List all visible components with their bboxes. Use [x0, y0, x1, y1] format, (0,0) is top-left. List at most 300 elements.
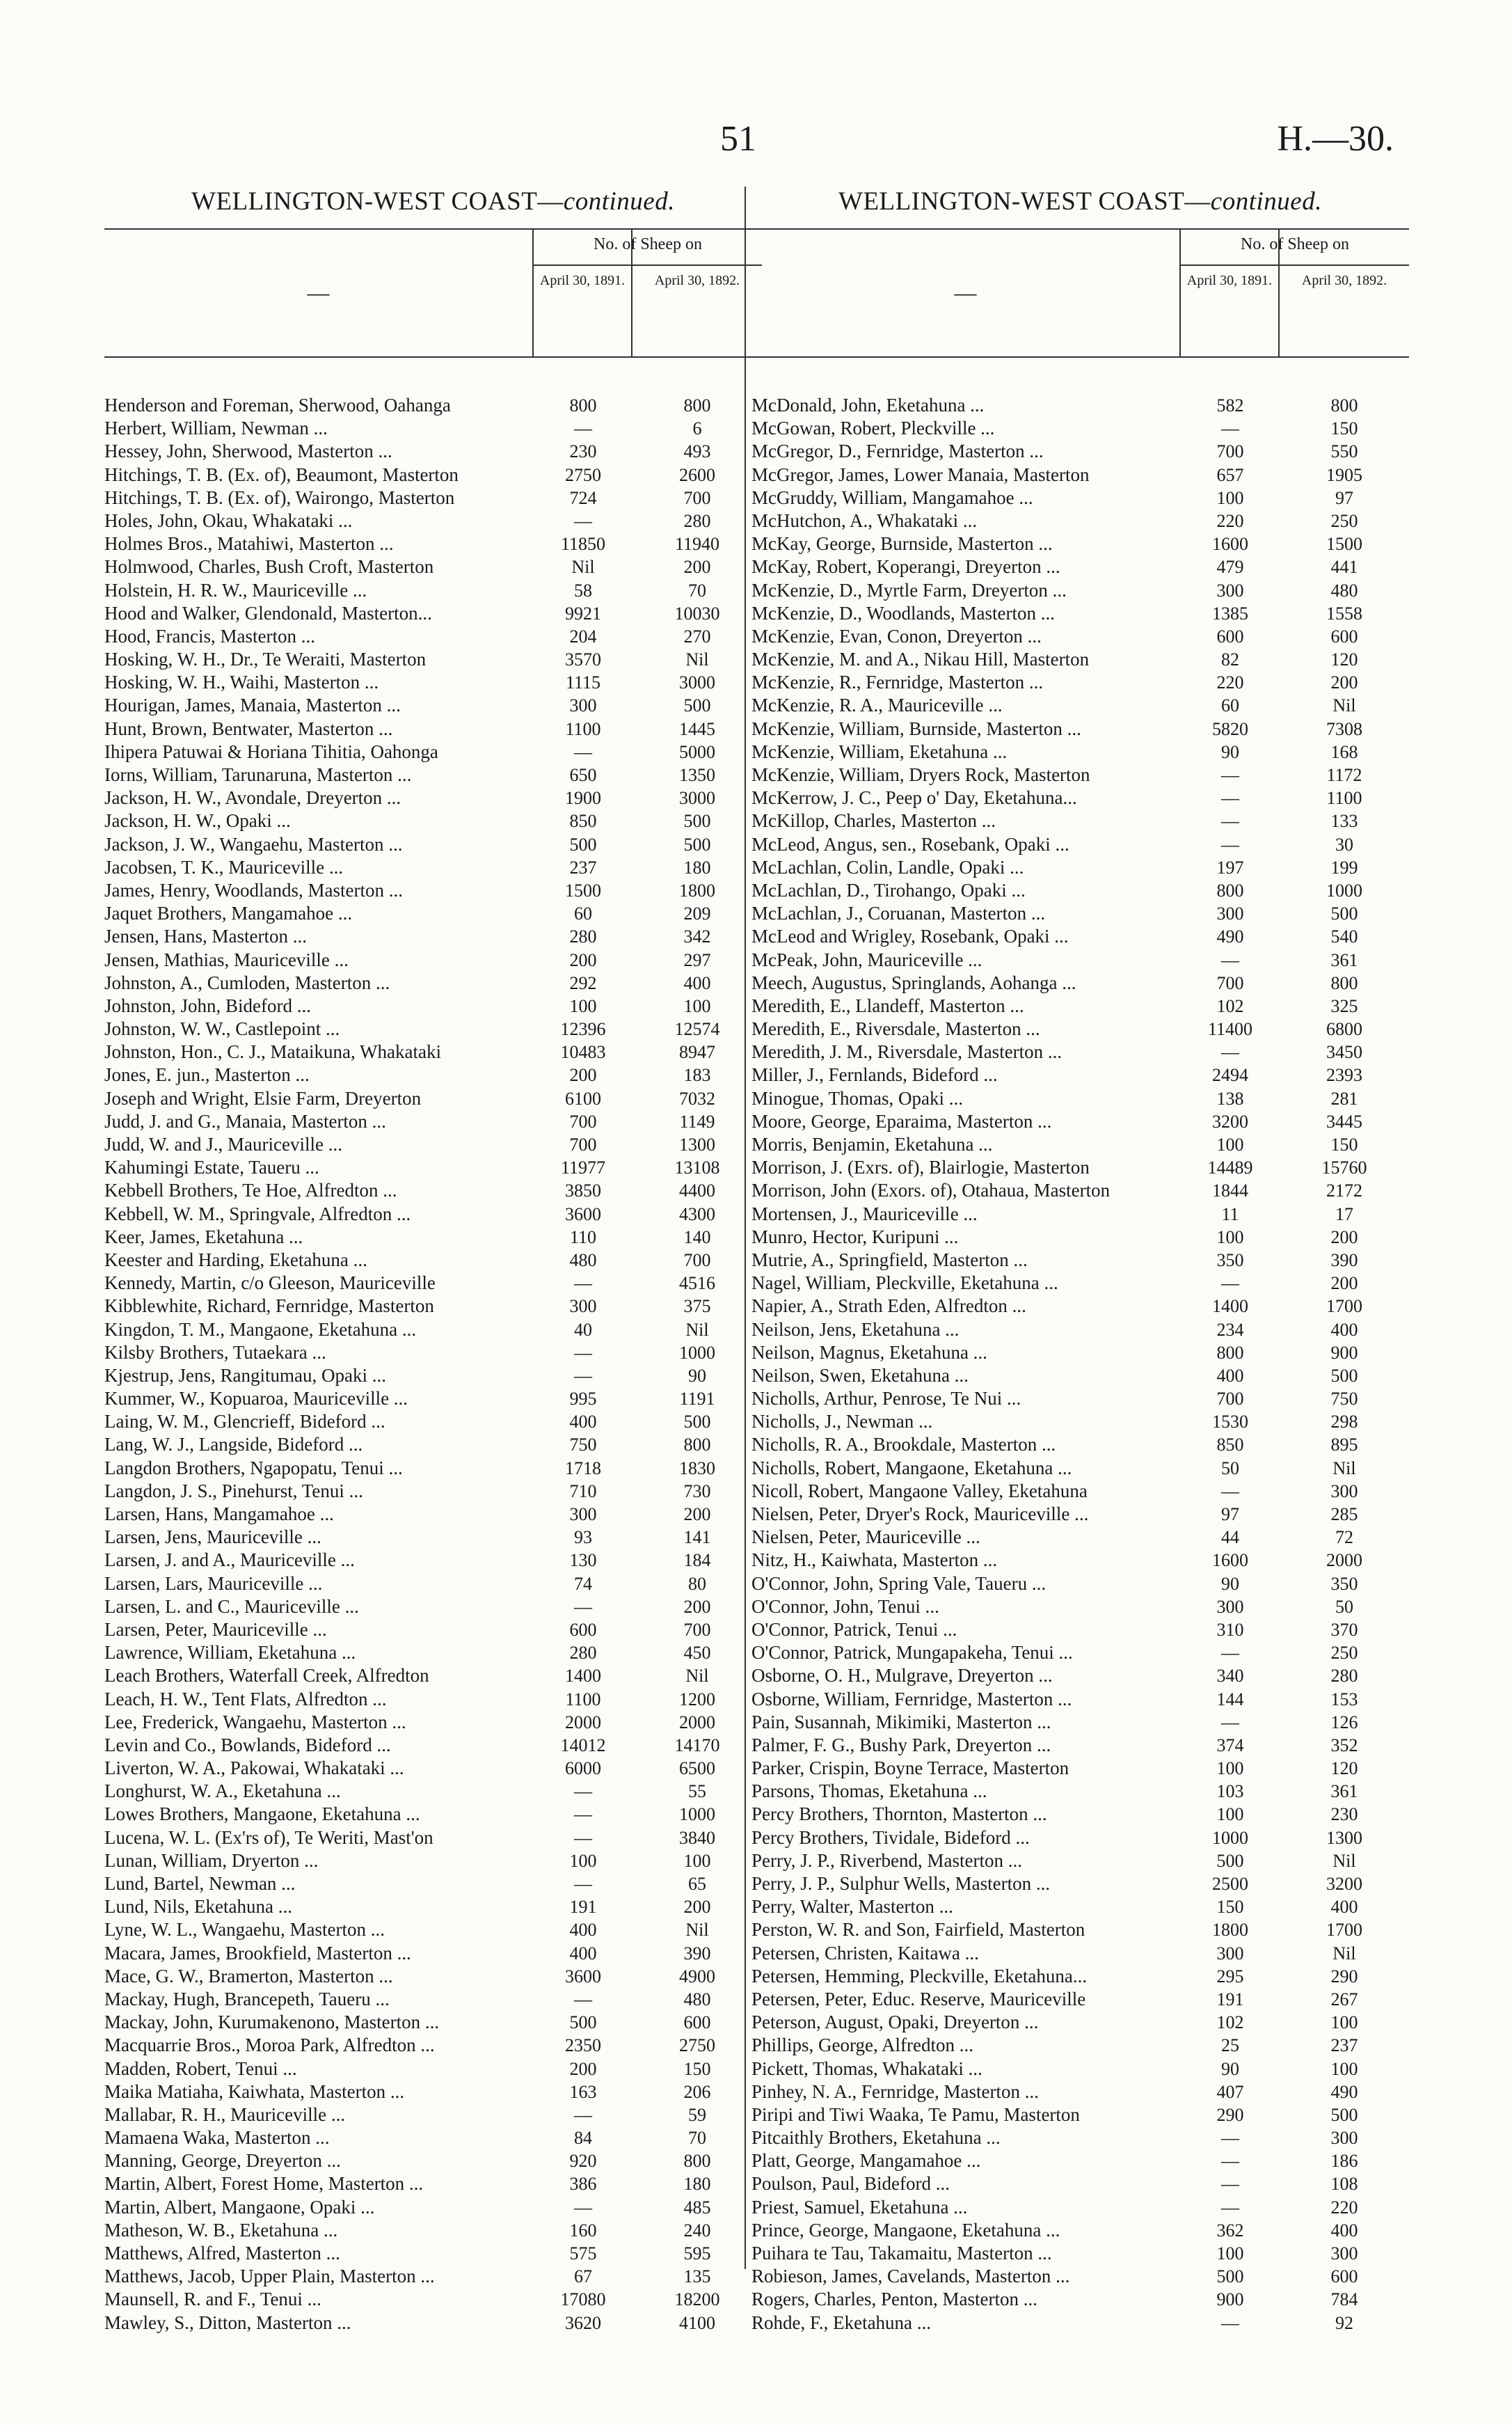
table-row [751, 1457, 1409, 1480]
sheep-1891: 82 [1221, 649, 1239, 670]
sheep-1891: 11400 [1207, 1019, 1253, 1040]
sheep-1891: — [574, 1989, 592, 2009]
sheep-1892: 72 [1335, 1527, 1353, 1548]
sheep-1892: 6500 [679, 1758, 715, 1779]
sheep-1891: — [1221, 2312, 1239, 2333]
table-row [104, 648, 762, 671]
sheep-1892: 750 [1330, 1389, 1358, 1409]
owner-name: Hitchings, T. B. (Ex. of), Beaumont, Masterton [104, 464, 459, 485]
owner-name: Johnston, W. W., Castlepoint ... [104, 1018, 340, 1040]
sheep-1891: 3200 [1212, 1111, 1248, 1132]
sheep-1891: 100 [1216, 487, 1244, 508]
owner-name: Jaquet Brothers, Mangamahoe ... [104, 903, 353, 924]
sheep-1891: 84 [574, 2128, 592, 2149]
owner-name: Nicoll, Robert, Mangaone Valley, Eketahuna [751, 1480, 1088, 1501]
table-row [104, 1318, 762, 1341]
table-row [104, 972, 762, 995]
owner-name: Lyne, W. L., Wangaehu, Masterton ... [104, 1919, 385, 1941]
table-row [751, 949, 1409, 972]
table-row [104, 1249, 762, 1272]
table-row [104, 2080, 762, 2103]
table-row [104, 2265, 762, 2288]
sheep-1891: 11977 [560, 1158, 606, 1178]
owner-name: Neilson, Magnus, Eketahuna ... [751, 1341, 987, 1363]
table-row [104, 579, 762, 602]
sheep-1891: 700 [1216, 972, 1244, 993]
sheep-1891: 100 [1216, 1226, 1244, 1247]
sheep-1892: 150 [683, 2058, 711, 2079]
table-row [104, 1110, 762, 1133]
owner-name: Puihara te Tau, Takamaitu, Masterton ... [751, 2243, 1052, 2264]
sheep-1892: 250 [1330, 510, 1358, 531]
sheep-1892: 900 [1330, 1342, 1358, 1363]
sheep-1892: 2000 [679, 1712, 715, 1732]
sheep-1891: 144 [1216, 1689, 1244, 1709]
sheep-1892: 3200 [1326, 1874, 1362, 1894]
sheep-1892: 361 [1330, 949, 1358, 970]
sheep-1891: 130 [569, 1550, 597, 1571]
sheep-1891: 300 [1216, 1943, 1244, 1964]
owner-name: Herbert, William, Newman ... [104, 418, 328, 439]
table-row [104, 1826, 762, 1849]
table-row [104, 487, 762, 510]
column-title-text: WELLINGTON-WEST COAST— [838, 187, 1211, 216]
document-reference: H.—30. [1277, 119, 1394, 159]
table-row [751, 1826, 1409, 1849]
table-row [104, 1480, 762, 1503]
sheep-1892: 206 [683, 2081, 711, 2102]
owner-name: Robieson, James, Cavelands, Masterton ... [751, 2266, 1070, 2287]
sheep-1891: 310 [1216, 1619, 1244, 1640]
sheep-1891: 800 [1216, 880, 1244, 901]
table-row [751, 394, 1409, 417]
table-row [751, 671, 1409, 694]
sheep-1892: 500 [1330, 903, 1358, 924]
header-rule [534, 264, 762, 266]
table-row [751, 1087, 1409, 1110]
table-row [104, 464, 762, 487]
owner-name: Phillips, George, Alfredton ... [751, 2035, 973, 2056]
table-row [751, 579, 1409, 602]
owner-name: McKenzie, D., Woodlands, Masterton ... [751, 602, 1055, 624]
table-row [751, 2057, 1409, 2080]
owner-name: Holes, John, Okau, Whakataki ... [104, 510, 353, 531]
table-row [751, 1410, 1409, 1433]
sheep-1891: 1385 [1212, 603, 1248, 624]
table-row [751, 1110, 1409, 1133]
owner-name: Macara, James, Brookfield, Masterton ... [104, 1942, 411, 1964]
owner-name: Minogue, Thomas, Opaki ... [751, 1087, 963, 1109]
owner-name: Parsons, Thomas, Eketahuna ... [751, 1780, 987, 1802]
owner-name: McKenzie, M. and A., Nikau Hill, Masterton [751, 649, 1090, 670]
right-column [751, 187, 1409, 2335]
sheep-1892: 500 [683, 811, 711, 832]
table-row [751, 1156, 1409, 1179]
sheep-1891: — [1221, 2151, 1239, 2172]
sheep-1892: 200 [1330, 1226, 1358, 1247]
table-row [104, 1988, 762, 2011]
sheep-1891: 191 [1216, 1989, 1244, 2009]
table-row [104, 2219, 762, 2242]
sheep-1892: 2750 [679, 2035, 715, 2056]
sheep-1891: 197 [1216, 857, 1244, 878]
sheep-1892: 140 [683, 1226, 711, 1247]
owner-name: Hessey, John, Sherwood, Masterton ... [104, 441, 392, 462]
sheep-1892: 150 [1330, 418, 1358, 439]
owner-name: Leach, H. W., Tent Flats, Alfredton ... [104, 1688, 387, 1709]
owner-name: McLeod and Wrigley, Rosebank, Opaki ... [751, 926, 1069, 947]
table-row [104, 2011, 762, 2034]
owner-name: Langdon, J. S., Pinehurst, Tenui ... [104, 1480, 363, 1501]
owner-name: McKenzie, William, Dryers Rock, Masterton [751, 764, 1090, 785]
sheep-1892: 1558 [1326, 603, 1362, 624]
owner-name: Jackson, J. W., Wangaehu, Masterton ... [104, 833, 403, 855]
sheep-1892: 186 [1330, 2151, 1358, 2172]
header-rule [1181, 264, 1409, 266]
owner-name: Larsen, Lars, Mauriceville ... [104, 1572, 323, 1594]
table-row [104, 856, 762, 879]
owner-name: Nicholls, Arthur, Penrose, Te Nui ... [751, 1388, 1021, 1409]
sheep-1891: 500 [1216, 2266, 1244, 2287]
sheep-1892: 895 [1330, 1435, 1358, 1455]
left-column [104, 187, 762, 2335]
owner-name: Kennedy, Martin, c/o Gleeson, Mauriceville [104, 1272, 436, 1294]
sheep-1892: 480 [683, 1989, 711, 2009]
owner-name: Mackay, Hugh, Brancepeth, Taueru ... [104, 1988, 390, 2009]
sheep-1892: 595 [683, 2243, 711, 2264]
table-body [751, 394, 1409, 2335]
sheep-1892: 342 [683, 926, 711, 947]
sheep-1892: 200 [683, 1504, 711, 1524]
sheep-1892: 267 [1330, 1989, 1358, 2009]
sheep-1892: Nil [1332, 1458, 1356, 1478]
table-row [104, 833, 762, 856]
table-row [104, 764, 762, 787]
owner-name: Lowes Brothers, Mangaone, Eketahuna ... [104, 1803, 420, 1825]
sheep-1892: 1700 [1326, 1920, 1362, 1941]
sheep-1891: 90 [1221, 1573, 1239, 1594]
owner-name: Parker, Crispin, Boyne Terrace, Masterton [751, 1757, 1069, 1779]
owner-name: Hitchings, T. B. (Ex. of), Wairongo, Masterton [104, 487, 455, 508]
sheep-1891: 374 [1216, 1735, 1244, 1755]
owner-name: Matthews, Jacob, Upper Plain, Masterton ... [104, 2266, 435, 2287]
owner-name: Osborne, O. H., Mulgrave, Dreyerton ... [751, 1665, 1053, 1687]
sheep-1891: 100 [1216, 1135, 1244, 1155]
table-row [751, 2126, 1409, 2149]
sheep-1891: 90 [1221, 741, 1239, 762]
sheep-1891: 3850 [565, 1180, 601, 1201]
sheep-1892: 325 [1330, 995, 1358, 1016]
sheep-1891: 200 [569, 2058, 597, 2079]
sheep-1892: 400 [1330, 2220, 1358, 2241]
sheep-1891: 234 [1216, 1319, 1244, 1340]
owner-name: Nagel, William, Pleckville, Eketahuna ... [751, 1272, 1058, 1294]
sheep-1892: 600 [1330, 2266, 1358, 2287]
sheep-1892: 1300 [1326, 1827, 1362, 1848]
sheep-1892: 1830 [679, 1458, 715, 1478]
sheep-1891: 850 [569, 811, 597, 832]
sheep-1891: — [574, 1874, 592, 1894]
table-row [751, 2034, 1409, 2057]
sheep-1892: 2000 [1326, 1550, 1362, 1571]
owner-name: Jones, E. jun., Masterton ... [104, 1064, 310, 1086]
sheep-1892: 1100 [1326, 788, 1362, 809]
owner-name: Holstein, H. R. W., Mauriceville ... [104, 579, 367, 601]
table-row [751, 995, 1409, 1018]
sheep-1891: 700 [1216, 1389, 1244, 1409]
sheep-1892: 141 [683, 1527, 711, 1548]
sheep-1892: 14170 [674, 1735, 720, 1755]
table-row [751, 487, 1409, 510]
sheep-1892: 7308 [1326, 718, 1362, 739]
table-row [751, 1041, 1409, 1064]
sheep-1892: 1300 [679, 1135, 715, 1155]
table-header [104, 228, 762, 358]
table-row [751, 440, 1409, 463]
table-row [104, 1734, 762, 1757]
owner-name: Priest, Samuel, Eketahuna ... [751, 2196, 968, 2218]
owner-name: Meredith, E., Llandeff, Masterton ... [751, 995, 1024, 1016]
owner-name: Morrison, John (Exors. of), Otahaua, Masterton [751, 1180, 1111, 1201]
owner-name: Lund, Nils, Eketahuna ... [104, 1896, 292, 1918]
table-row [751, 972, 1409, 995]
owner-name: Lucena, W. L. (Ex'rs of), Te Weriti, Mast'on [104, 1826, 433, 1848]
sheep-1891: — [574, 2104, 592, 2125]
owner-name: McHutchon, A., Whakataki ... [751, 510, 978, 531]
table-row [751, 2011, 1409, 2034]
sheep-1891: 200 [569, 1065, 597, 1086]
sheep-1892: 108 [1330, 2174, 1358, 2195]
owner-name: O'Connor, John, Spring Vale, Taueru ... [751, 1572, 1047, 1594]
owner-name: Petersen, Peter, Educ. Reserve, Mauriceville [751, 1988, 1086, 2009]
sheep-1892: 400 [1330, 1319, 1358, 1340]
table-row [751, 1064, 1409, 1087]
owner-name: Jackson, H. W., Opaki ... [104, 810, 291, 832]
table-row [751, 787, 1409, 809]
sheep-1892: 11940 [674, 534, 720, 555]
sheep-1891: — [1221, 418, 1239, 439]
table-row [104, 2057, 762, 2080]
sheep-1892: 800 [683, 2151, 711, 2172]
sheep-1892: Nil [685, 1666, 709, 1687]
sheep-1892: 240 [683, 2220, 711, 2241]
sheep-1891: 11 [1221, 1203, 1239, 1224]
sheep-1892: 97 [1335, 487, 1353, 508]
sheep-1892: 300 [1330, 2128, 1358, 2149]
owner-name: Martin, Albert, Forest Home, Masterton ... [104, 2173, 424, 2195]
table-row [751, 1018, 1409, 1041]
owner-name: Hunt, Brown, Bentwater, Masterton ... [104, 718, 393, 739]
sheep-1891: 40 [574, 1319, 592, 1340]
table-row [751, 1918, 1409, 1941]
table-row [104, 1064, 762, 1087]
sheep-1892: 90 [688, 1365, 706, 1386]
table-row [104, 2126, 762, 2149]
sheep-1892: 70 [688, 2128, 706, 2149]
sheep-1891: 5820 [1212, 718, 1248, 739]
owner-name: Kingdon, T. M., Mangaone, Eketahuna ... [104, 1318, 417, 1340]
sheep-1891: — [1221, 834, 1239, 855]
table-row [104, 1618, 762, 1641]
sheep-1891: 295 [1216, 1966, 1244, 1986]
sheep-1891: 300 [569, 1296, 597, 1317]
table-row [104, 2242, 762, 2265]
table-row [751, 2288, 1409, 2311]
table-row [104, 1433, 762, 1456]
sheep-1891: 50 [1221, 1458, 1239, 1478]
sheep-1891: 160 [569, 2220, 597, 2241]
table-row [104, 1965, 762, 1988]
sheep-1892: 500 [683, 695, 711, 716]
sheep-1891: 97 [1221, 1504, 1239, 1524]
table-row [751, 1734, 1409, 1757]
table-row [751, 2080, 1409, 2103]
table-row [751, 1572, 1409, 1595]
table-row [751, 555, 1409, 578]
owner-name: Kjestrup, Jens, Rangitumau, Opaki ... [104, 1364, 386, 1386]
owner-name: Macquarrie Bros., Moroa Park, Alfredton ... [104, 2035, 435, 2056]
sheep-1891: — [1221, 811, 1239, 832]
sheep-1891: 44 [1221, 1527, 1239, 1548]
table-row [751, 1295, 1409, 1318]
owner-name: Maika Matiaha, Kaiwhata, Masterton ... [104, 2080, 405, 2102]
table-row [104, 1942, 762, 1965]
owner-name: Nicholls, J., Newman ... [751, 1411, 933, 1432]
sheep-1892: 600 [1330, 626, 1358, 647]
table-row [104, 1295, 762, 1318]
sheep-1891: 490 [1216, 926, 1244, 947]
sheep-1892: 12574 [674, 1019, 720, 1040]
owner-name: Munro, Hector, Kuripuni ... [751, 1226, 959, 1247]
sheep-1892: 135 [683, 2266, 711, 2287]
sheep-1892: 1149 [679, 1111, 715, 1132]
sheep-1892: 180 [683, 2174, 711, 2195]
sheep-1892: 59 [688, 2104, 706, 2125]
owner-name: McKillop, Charles, Masterton ... [751, 810, 996, 832]
table-row [751, 1595, 1409, 1618]
sheep-1892: 500 [683, 834, 711, 855]
sheep-1892: 270 [683, 626, 711, 647]
owner-name: Kebbell, W. M., Springvale, Alfredton ... [104, 1203, 411, 1224]
sheep-1891: 575 [569, 2243, 597, 2264]
table-row [751, 2196, 1409, 2219]
sheep-1891: 60 [574, 903, 592, 924]
owner-name: Miller, J., Fernlands, Bideford ... [751, 1064, 998, 1086]
table-row [104, 1757, 762, 1780]
sheep-1892: 18200 [674, 2289, 720, 2310]
sheep-1891: — [1221, 2128, 1239, 2149]
sheep-1892: 183 [683, 1065, 711, 1086]
owner-name: Maunsell, R. and F., Tenui ... [104, 2289, 321, 2310]
table-row [104, 949, 762, 972]
table-row [104, 1895, 762, 1918]
sheep-1892: Nil [1332, 695, 1356, 716]
owner-name: Mamaena Waka, Masterton ... [104, 2127, 330, 2149]
owner-name: McKenzie, R., Fernridge, Masterton ... [751, 672, 1044, 693]
table-row [104, 1595, 762, 1618]
table-row [104, 1410, 762, 1433]
table-row [751, 1433, 1409, 1456]
sheep-1892: 200 [1330, 672, 1358, 693]
owner-name: Larsen, L. and C., Mauriceville ... [104, 1595, 359, 1617]
sheep-1891: — [1221, 2197, 1239, 2218]
sheep-1892: 3445 [1326, 1111, 1362, 1132]
table-body [104, 394, 762, 2335]
table-row [104, 1526, 762, 1549]
sheep-1891: 1500 [565, 880, 601, 901]
sheep-1892: 290 [1330, 1966, 1358, 1986]
sheep-1892: 550 [1330, 441, 1358, 462]
sheep-1892: 133 [1330, 811, 1358, 832]
header-name-dash: — [954, 280, 977, 305]
owner-name: Martin, Albert, Mangaone, Opaki ... [104, 2196, 375, 2218]
table-row [104, 2196, 762, 2219]
table-row [751, 879, 1409, 902]
sheep-1891: 102 [1216, 2012, 1244, 2033]
table-row [104, 1641, 762, 1664]
sheep-1891: 6000 [565, 1758, 601, 1779]
table-row [751, 1965, 1409, 1988]
owner-name: Prince, George, Mangaone, Eketahuna ... [751, 2219, 1060, 2241]
sheep-1892: 370 [1330, 1619, 1358, 1640]
table-row [104, 2288, 762, 2311]
table-row [751, 1179, 1409, 1202]
table-row [104, 440, 762, 463]
sheep-1891: 292 [569, 972, 597, 993]
sheep-1892: 120 [1330, 649, 1358, 670]
owner-name: Petersen, Hemming, Pleckville, Eketahuna... [751, 1965, 1088, 1986]
sheep-1892: 3000 [679, 788, 715, 809]
owner-name: Pinhey, N. A., Fernridge, Masterton ... [751, 2080, 1039, 2102]
sheep-1891: 400 [1216, 1365, 1244, 1386]
sheep-1892: 800 [683, 395, 711, 416]
sheep-1891: 400 [569, 1412, 597, 1432]
owner-name: Jensen, Mathias, Mauriceville ... [104, 949, 349, 970]
owner-name: Nielsen, Peter, Dryer's Rock, Mauriceville ... [751, 1503, 1089, 1524]
sheep-1891: 300 [569, 695, 597, 716]
table-row [751, 2149, 1409, 2172]
sheep-1892: 80 [688, 1573, 706, 1594]
sheep-1892: 375 [683, 1296, 711, 1317]
sheep-1891: 12396 [560, 1019, 606, 1040]
table-row [751, 718, 1409, 741]
owner-name: McGregor, James, Lower Manaia, Masterton [751, 464, 1090, 485]
table-row [104, 1872, 762, 1895]
sheep-1891: — [1221, 1480, 1239, 1501]
owner-name: Mace, G. W., Bramerton, Masterton ... [104, 1965, 393, 1986]
owner-name: Rohde, F., Eketahuna ... [751, 2312, 932, 2333]
sheep-1891: 220 [1216, 672, 1244, 693]
sheep-1891: 480 [569, 1249, 597, 1270]
sheep-1892: 1350 [679, 765, 715, 785]
sheep-1892: 50 [1335, 1596, 1353, 1617]
table-row [751, 2172, 1409, 2195]
sheep-1891: — [1221, 1712, 1239, 1732]
table-row [104, 1503, 762, 1526]
owner-name: Kibblewhite, Richard, Fernridge, Masterton [104, 1295, 434, 1317]
sheep-1891: 100 [1216, 2243, 1244, 2264]
table-row [751, 417, 1409, 440]
table-row [104, 532, 762, 555]
sheep-1891: 920 [569, 2151, 597, 2172]
owner-name: Matthews, Alfred, Masterton ... [104, 2243, 340, 2264]
table-row [104, 741, 762, 764]
sheep-1891: 657 [1216, 464, 1244, 485]
sheep-1891: 1900 [565, 788, 601, 809]
sheep-1891: — [574, 2197, 592, 2218]
sheep-1891: 1800 [1212, 1920, 1248, 1941]
table-row [104, 1041, 762, 1064]
